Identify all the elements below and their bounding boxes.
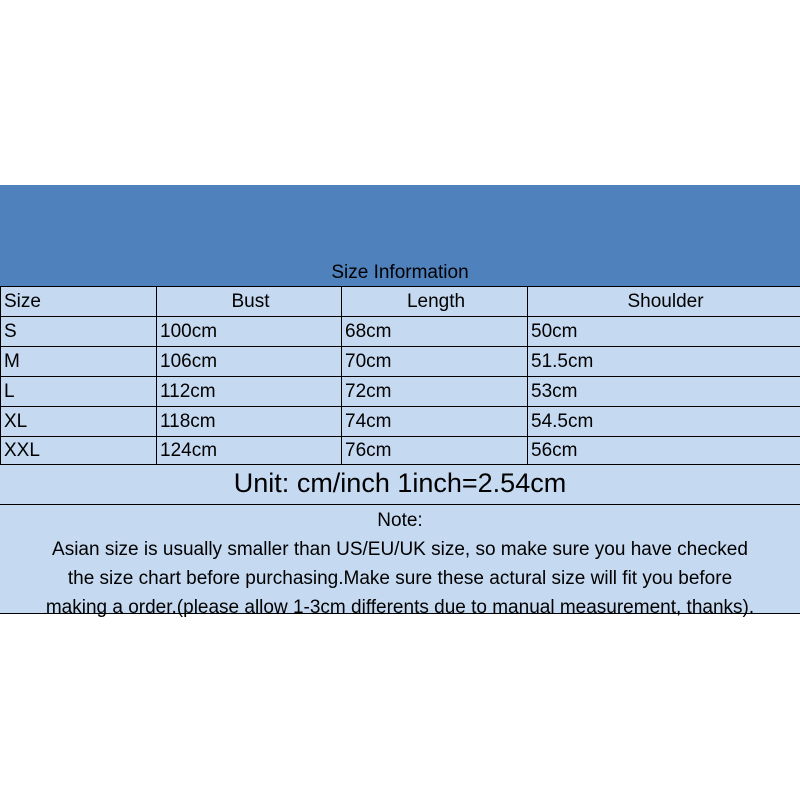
cell-bust: 124cm: [157, 437, 342, 465]
cell-shoulder: 51.5cm: [528, 347, 800, 377]
table-row: [1, 407, 800, 437]
table-row: [1, 317, 800, 347]
table-row: [1, 347, 800, 377]
unit-conversion: Unit: cm/inch 1inch=2.54cm: [0, 463, 800, 505]
size-table: [0, 286, 800, 465]
cell-size: XXL: [1, 437, 157, 465]
cell-shoulder: 54.5cm: [528, 407, 800, 437]
cell-length: 70cm: [342, 347, 528, 377]
note-section: [0, 506, 800, 618]
cell-shoulder: 50cm: [528, 317, 800, 347]
cell-shoulder: 56cm: [528, 437, 800, 465]
header-length: Length: [342, 287, 528, 317]
cell-bust: 118cm: [157, 407, 342, 437]
cell-size: L: [1, 377, 157, 407]
cell-length: 68cm: [342, 317, 528, 347]
size-chart: [0, 185, 800, 618]
cell-size: XL: [1, 407, 157, 437]
note-line: making a order.(please allow 1-3cm differents due to manual measurement, thanks).: [45, 597, 755, 618]
note-line: Asian size is usually smaller than US/EU/UK size, so make sure you have checked: [52, 539, 748, 560]
table-row: [1, 377, 800, 407]
cell-length: 74cm: [342, 407, 528, 437]
note-line: the size chart before purchasing.Make sure these actural size will fit you before: [67, 568, 733, 589]
chart-title: Size Information: [331, 262, 469, 283]
cell-bust: 100cm: [157, 317, 342, 347]
cell-bust: 112cm: [157, 377, 342, 407]
cell-length: 76cm: [342, 437, 528, 465]
header-bust: Bust: [157, 287, 342, 317]
cell-shoulder: 53cm: [528, 377, 800, 407]
table-header-row: [1, 287, 800, 317]
header-shoulder: Shoulder: [528, 287, 800, 317]
table-row: [1, 437, 800, 465]
cell-bust: 106cm: [157, 347, 342, 377]
cell-size: M: [1, 347, 157, 377]
cell-size: S: [1, 317, 157, 347]
note-heading: Note:: [377, 510, 423, 531]
header-size: Size: [1, 287, 157, 317]
cell-length: 72cm: [342, 377, 528, 407]
